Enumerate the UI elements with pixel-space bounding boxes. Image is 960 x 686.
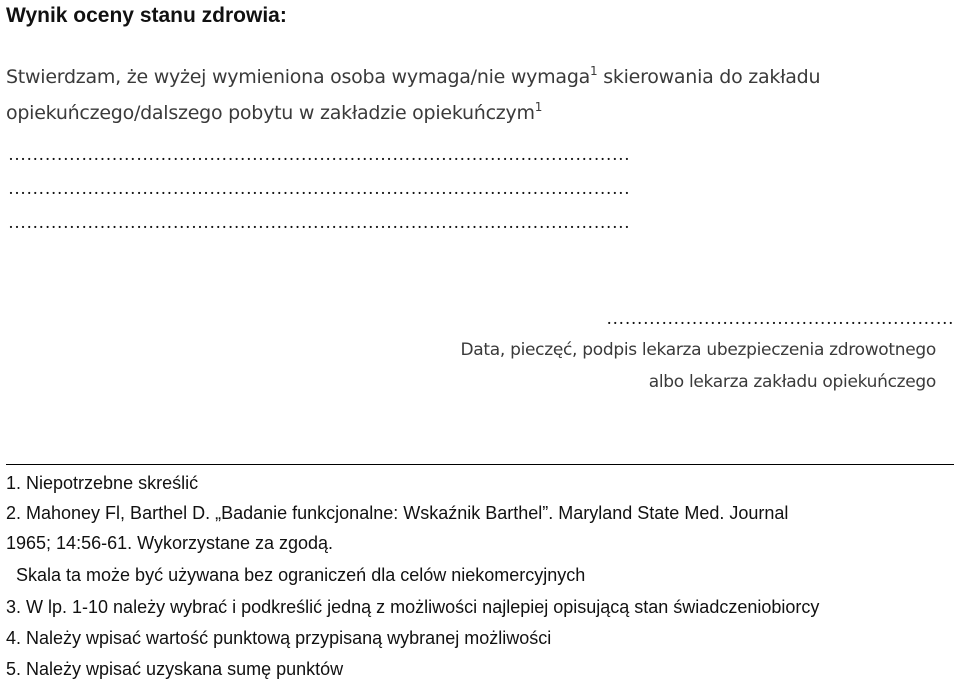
footnote-4: 4. Należy wpisać wartość punktową przypisaną wybranej możliwości bbox=[6, 628, 552, 648]
signature-dotted-line[interactable]: ………………………………………………… bbox=[606, 308, 954, 328]
footnote-1: 1. Niepotrzebne skreślić bbox=[6, 473, 199, 493]
dotted-entry-line-3[interactable]: ………………………………………………………………………………………… bbox=[8, 212, 631, 232]
statement-text-1-end: skierowania do zakładu bbox=[597, 66, 821, 88]
footnote-2-cont: 1965; 14:56-61. Wykorzystane za zgodą. bbox=[6, 533, 334, 553]
statement-line-1 bbox=[6, 66, 820, 88]
dotted-entry-line-1[interactable]: ………………………………………………………………………………………… bbox=[8, 144, 631, 164]
footnote-divider bbox=[6, 464, 954, 465]
section-title: Wynik oceny stanu zdrowia: bbox=[6, 4, 287, 27]
footnote-ref-1: 1 bbox=[590, 64, 598, 78]
statement-text-1: Stwierdzam, że wyżej wymieniona osoba wymaga/nie wymaga bbox=[6, 66, 591, 88]
footnote-ref-2: 1 bbox=[534, 100, 543, 114]
footnote-2: 2. Mahoney Fl, Barthel D. „Badanie funkcjonalne: Wskaźnik Barthel”. Maryland State Med. Journal bbox=[6, 503, 789, 523]
statement-line-2 bbox=[6, 102, 542, 124]
footnote-2-note: Skala ta może być używana bez ograniczeń dla celów niekomercyjnych bbox=[6, 565, 586, 585]
statement-text-2: opiekuńczego/dalszego pobytu w zakładzie opiekuńczym bbox=[6, 102, 535, 124]
footnote-3: 3. W lp. 1-10 należy wybrać i podkreślić jedną z możliwości najlepiej opisującą stan świadczeniobiorcy bbox=[6, 597, 820, 617]
signature-caption-line-2: albo lekarza zakładu opiekuńczego bbox=[648, 372, 936, 392]
dotted-entry-line-2[interactable]: ………………………………………………………………………………………… bbox=[8, 178, 631, 198]
signature-caption-line-1: Data, pieczęć, podpis lekarza ubezpieczenia zdrowotnego bbox=[460, 340, 936, 360]
footnote-5: 5. Należy wpisać uzyskana sumę punktów bbox=[6, 659, 344, 679]
